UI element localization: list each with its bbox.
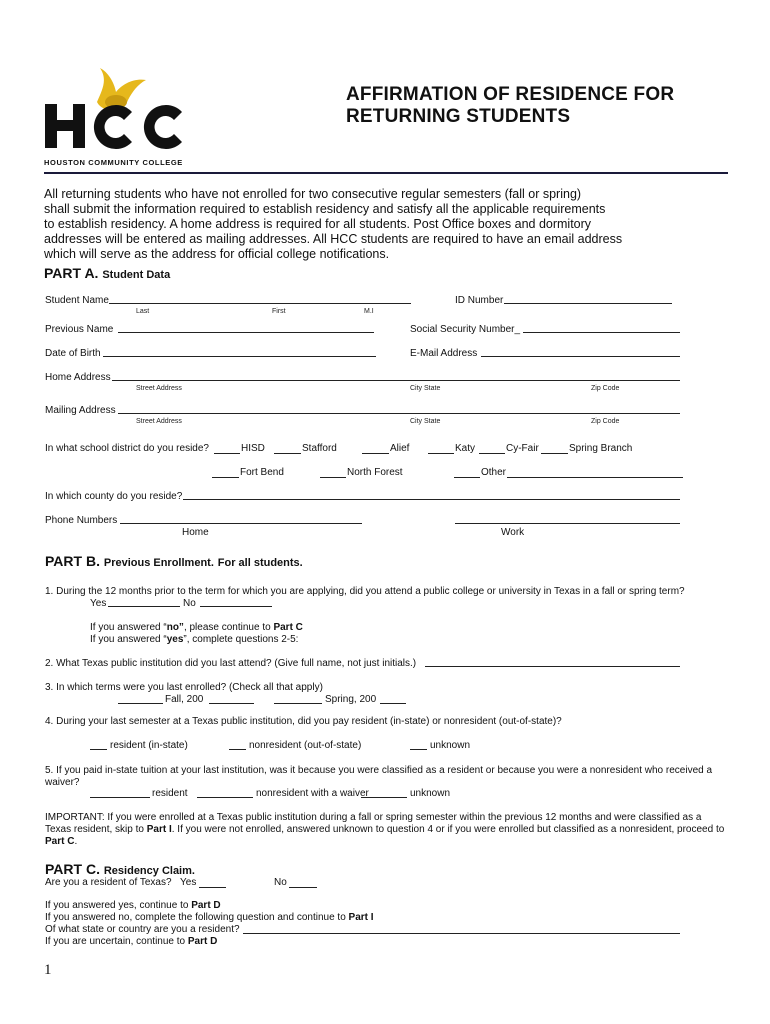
q5-waiver-label: nonresident with a waiver <box>256 788 369 799</box>
part-c-no-label: No <box>274 877 287 888</box>
part-c-no-field[interactable] <box>289 887 317 888</box>
mailing-sub-city: City State <box>410 418 441 425</box>
part-a-heading: PART A. Student Data <box>44 265 171 281</box>
district-blank-katy[interactable] <box>428 453 454 454</box>
id-number-label: ID Number <box>455 295 504 306</box>
q4-resident-check[interactable] <box>90 749 107 750</box>
q4-nonresident-label: nonresident (out-of-state) <box>249 740 362 751</box>
district-cyfair: Cy-Fair <box>506 443 539 454</box>
part-c-line-3: Of what state or country are you a resident? <box>45 924 240 935</box>
q1-yes-label: Yes <box>90 598 107 609</box>
part-c-yes-field[interactable] <box>199 887 226 888</box>
phone-label: Phone Numbers <box>45 515 118 526</box>
student-name-field[interactable] <box>109 303 411 304</box>
page-title <box>346 84 674 128</box>
district-other-field[interactable] <box>507 477 683 478</box>
sub-label-last: Last <box>136 308 150 315</box>
q4-nonresident-check[interactable] <box>229 749 246 750</box>
part-c-question: Are you a resident of Texas? <box>45 877 172 888</box>
hcc-logo-graphic <box>42 62 192 172</box>
email-field[interactable] <box>481 356 680 357</box>
district-hisd: HISD <box>241 443 265 454</box>
student-name-label: Student Name <box>45 295 109 306</box>
county-question: In which county do you reside? <box>45 491 183 502</box>
part-b-q2: 2. What Texas public institution did you last attend? (Give full name, not just initials.) <box>45 658 417 669</box>
phone-work-sub: Work <box>501 527 525 538</box>
title-line-2: RETURNING STUDENTS <box>346 106 571 127</box>
district-spring-branch: Spring Branch <box>569 443 633 454</box>
part-b-q5: 5. If you paid in-state tuition at your last institution, was it because you were classified as a resident or because you were a nonresident who received a waiver? <box>45 765 713 788</box>
district-north-forest: North Forest <box>347 467 403 478</box>
previous-name-field[interactable] <box>118 332 374 333</box>
q5-unknown-label: unknown <box>410 788 451 799</box>
home-sub-city: City State <box>410 385 441 392</box>
part-b-subtitle: For all students. <box>217 557 303 569</box>
part-b-q3: 3. In which terms were you last enrolled? (Check all that apply) <box>45 682 323 693</box>
email-label: E-Mail Address <box>410 348 478 359</box>
part-c-line-2: If you answered no, complete the following question and continue to Part I <box>45 912 374 923</box>
district-blank-north-forest[interactable] <box>320 477 346 478</box>
q3-spring-year-field[interactable] <box>380 703 406 704</box>
header-rule <box>44 172 728 174</box>
part-a-title: Student Data <box>102 269 171 281</box>
district-blank-stafford[interactable] <box>274 453 301 454</box>
part-c-line-1: If you answered yes, continue to Part D <box>45 900 221 911</box>
district-stafford: Stafford <box>302 443 337 454</box>
q4-unknown-label: unknown <box>430 740 471 751</box>
part-c-title: Residency Claim. <box>103 865 195 877</box>
part-c-heading: PART C. Residency Claim. <box>45 861 195 877</box>
intro-paragraph: All returning students who have not enrolled for two consecutive regular semesters (fall or spring) shall submit the information required to establish residency and satisfy all the applicable requirements to establish residency. A home address is required for all students. Post Office boxes and dormitory addresses will be entered as mailing addresses. All HCC students are required to have an email address which will serve as the address for official college notifications. <box>44 187 623 261</box>
part-b-important: IMPORTANT: If you were enrolled at a Texas public institution during a fall or spring semester within the previous 12 months and were classified as a Texas resident, skip to Part I. If you were not enrolled, answered unknown to question 4 or if you were enrolled but classified as a nonresident, proceed to Part C. <box>45 812 725 847</box>
district-blank-fort-bend[interactable] <box>212 477 239 478</box>
q3-fall-check[interactable] <box>118 703 163 704</box>
phone-home-sub: Home <box>182 527 209 538</box>
hcc-logo <box>42 62 192 172</box>
mailing-sub-street: Street Address <box>136 418 182 425</box>
phone-work-field[interactable] <box>455 523 680 524</box>
q5-resident-label: resident <box>152 788 188 799</box>
district-katy: Katy <box>455 443 476 454</box>
q3-spring-label: Spring, 200 <box>325 694 377 705</box>
district-blank-hisd[interactable] <box>214 453 240 454</box>
county-field[interactable] <box>183 499 680 500</box>
mailing-address-field[interactable] <box>118 413 680 414</box>
ssn-field[interactable] <box>523 332 680 333</box>
q3-spring-check[interactable] <box>274 703 322 704</box>
q1-no-label: No <box>183 598 196 609</box>
q1-if-yes: If you answered “yes”, complete questions 2-5: <box>90 634 299 645</box>
logo-caption: HOUSTON COMMUNITY COLLEGE <box>44 158 183 167</box>
dob-label: Date of Birth <box>45 348 101 359</box>
title-line-1: AFFIRMATION OF RESIDENCE FOR <box>346 84 675 105</box>
part-b-heading: PART B. Previous Enrollment. For all students. <box>45 553 303 569</box>
q3-fall-year-field[interactable] <box>209 703 254 704</box>
q5-unknown-check[interactable] <box>361 797 407 798</box>
home-address-label: Home Address <box>45 372 111 383</box>
district-blank-alief[interactable] <box>362 453 389 454</box>
q4-unknown-check[interactable] <box>410 749 427 750</box>
district-other: Other <box>481 467 507 478</box>
district-question: In what school district do you reside? <box>45 443 209 454</box>
id-number-field[interactable] <box>504 303 672 304</box>
phone-home-field[interactable] <box>120 523 362 524</box>
part-b-q4: 4. During your last semester at a Texas public institution, did you pay resident (in-state) or nonresident (out-of-state)? <box>45 716 562 727</box>
q1-yes-field[interactable] <box>108 606 180 607</box>
district-fort-bend: Fort Bend <box>240 467 284 478</box>
mailing-address-label: Mailing Address <box>45 405 116 416</box>
home-address-field[interactable] <box>112 380 680 381</box>
district-blank-other[interactable] <box>454 477 480 478</box>
district-alief: Alief <box>390 443 410 454</box>
q5-waiver-check[interactable] <box>197 797 253 798</box>
sub-label-first: First <box>272 308 286 315</box>
part-c-yes-label: Yes <box>180 877 197 888</box>
part-b-title: Previous Enrollment. <box>103 557 214 569</box>
part-c-line-4: If you are uncertain, continue to Part D <box>45 936 218 947</box>
part-b-q1: 1. During the 12 months prior to the term for which you are applying, did you attend a public college or university in Texas in a fall or spring term? <box>45 586 685 597</box>
home-sub-street: Street Address <box>136 385 182 392</box>
q1-if-no: If you answered “no”, please continue to Part C <box>90 622 303 633</box>
q3-fall-label: Fall, 200 <box>165 694 204 705</box>
dob-field[interactable] <box>103 356 376 357</box>
q5-resident-check[interactable] <box>90 797 150 798</box>
district-blank-spring-branch[interactable] <box>541 453 568 454</box>
resident-state-field[interactable] <box>243 933 680 934</box>
previous-name-label: Previous Name <box>45 324 114 335</box>
mailing-sub-zip: Zip Code <box>591 418 620 425</box>
q2-field[interactable] <box>425 666 680 667</box>
q1-no-field[interactable] <box>200 606 272 607</box>
page-number: 1 <box>44 962 52 978</box>
ssn-label: Social Security Number_ <box>410 324 521 335</box>
home-sub-zip: Zip Code <box>591 385 620 392</box>
district-blank-cyfair[interactable] <box>479 453 505 454</box>
sub-label-mi: M.I <box>364 308 374 315</box>
q4-resident-label: resident (in-state) <box>110 740 188 751</box>
